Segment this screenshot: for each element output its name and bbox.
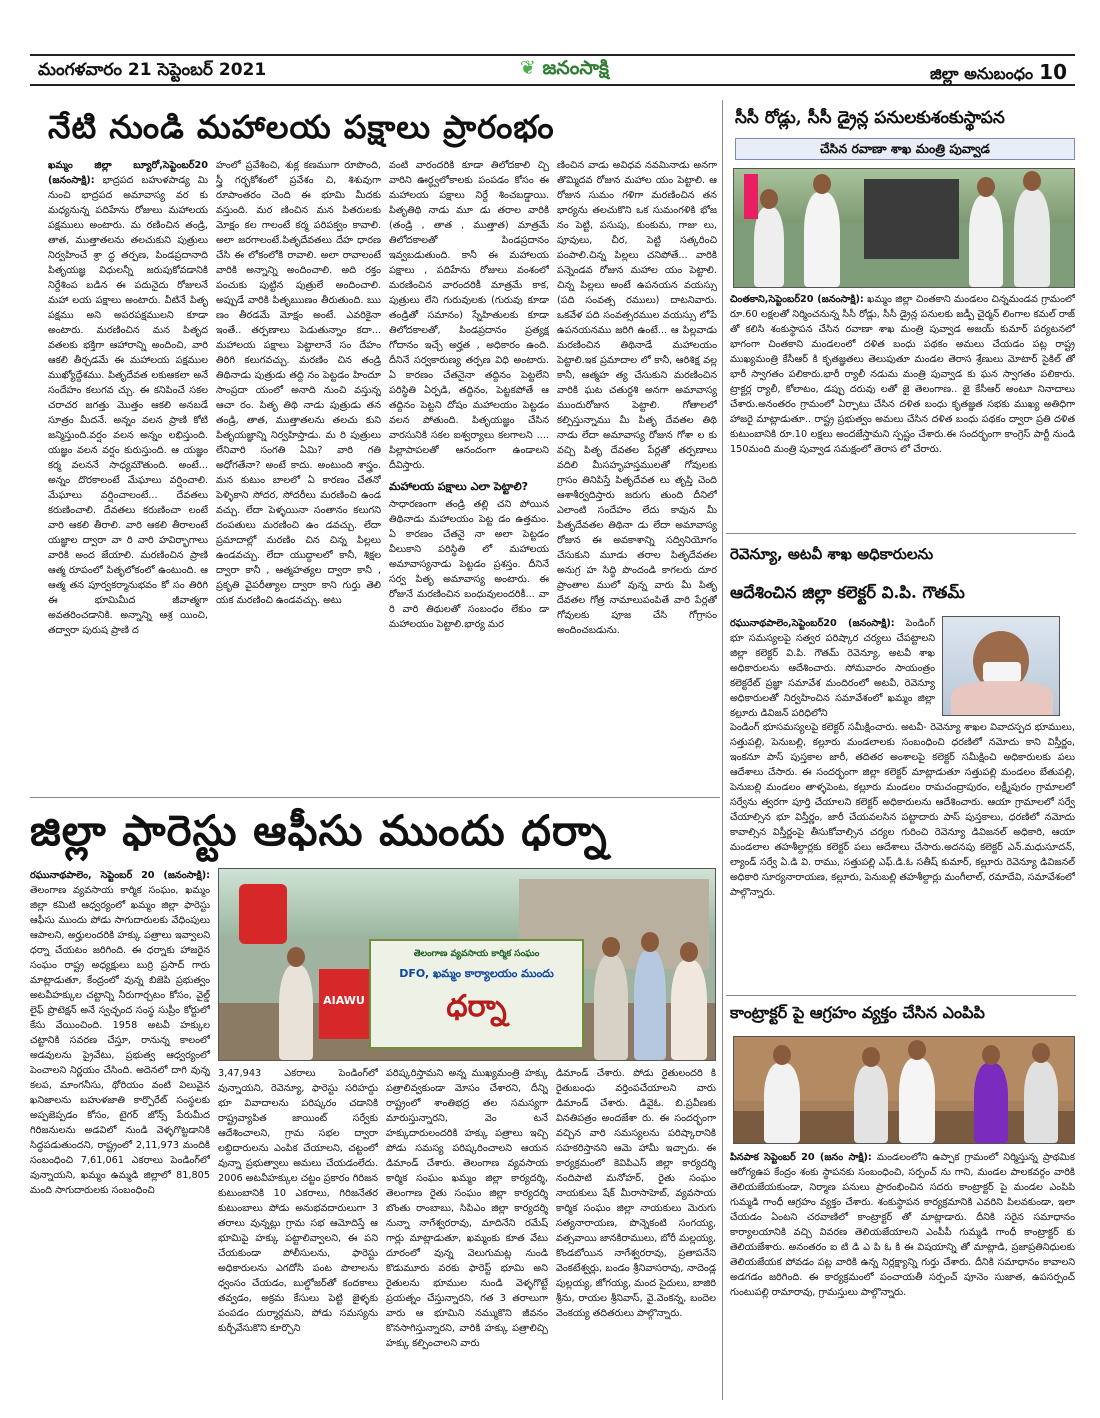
dateline: పినపాక సెప్టెంబర్ 20 (జనం సాక్షి):: [730, 1152, 872, 1163]
leaf-icon: ❦: [520, 57, 536, 79]
headline-contractor: కాంట్రాక్టర్ పై ఆగ్రహం వ్యక్తం చేసిన ఎంపిపి: [730, 1003, 985, 1022]
mpp-photo: [733, 1036, 1075, 1144]
story4-body-top: రఘునాథపాలెం,సెప్టెంబర్20 (జనంసాక్షి): పెండింగ్ భూ సమస్యలపై సత్వర పరిష్కార చర్యలు చేపట్టాలని జిల్లా కలెక్టర్ వి.పి. గౌతమ్ రెవెన్యూ, అటవీ శాఖ అధికారులను ఆదేశించారు. సోమవారం సాయంత్రం కలెక్టరేట్ ప్రజ్ఞా సమావేశ మందిరంలో అటవీ, రెవెన్యూ అధికారులతో నిర్వహించిన సమావేశంలో ఖమ్మం జిల్లా కల్లూరు డివిజన్ పరిధిలోని: [730, 618, 935, 718]
story4-body: పెండింగ్ భూసమస్యలపై కలెక్టర్ సమీక్షించారు. అటవీ- రెవెన్యూ శాఖల వివాదస్పద భూములు, సత్తుపల్లి, పెనుబల్లి, కల్లూరు మండలాలకు సంబంధించి ధరణిలో నమోదు కాని విస్తీర్ణం, ఇంకనూ పాస్ పుస్తకాల జారీ, తదితర అంశాలపై కలెక్టర్ సమీక్షించి అధికారులకు పలు ఆదేశాలు చేసారు. ఈ సందర్భంగా జిల్లా కలెక్టర్ మాట్లాడుతూ సత్తుపల్లి మండలం బేతుపల్లి, పెనుబల్లి మండలం తాళ్ళపెంట, కల్లూరు మండలం రామచంద్రాపురం, లక్ష్మీపురం గ్రామాలలో సర్వేను త్వరగా పూర్తి చేయాలని కలెక్టర్ అధికారులను ఆదేశించారు. ఆయా గ్రామాలలో సర్వే చేయాల్సిన భూ విస్తీర్ణం, జారీ చేయవలసిన పట్టాదారు పాస్ పుస్తకాలు, ధరణిలో నమోదు కావాల్సిన విస్తీర్ణంపై తీసుకోవాల్సిన చర్యల గురించి రెవెన్యూ డివిజనల్ అధికారి, ఆయా మండలాల తహశీల్దార్లకు కలెక్టర్ పలు ఆదేశాలు చేసారు.అదనపు కలెక్టర్ ఎన్.మధుసూదన్, ల్యాండ్ సర్వే ఏ.డి వి. రాము, సత్తుపల్లి ఎఫ్.డి.ఓ సతీష్ కుమార్, కల్లూరు రెవెన్యూ డివిజనల్ అధికారి సూర్యనారాయణ, కల్లూరు, పెనుబల్లి తహశీల్దార్లు మంగీలాల్, రమాదేవి, సమావేశంలో పాల్గొన్నారు.: [730, 722, 1075, 898]
page-header: [30, 54, 1075, 86]
red-flag: [239, 884, 287, 944]
dateline: ఖమ్మం జిల్లా బ్యూరో,సెప్టెంబర్20 (జనంసాక్షి):: [48, 160, 208, 186]
page-number: 10: [1039, 60, 1067, 84]
story1-column-3: వంటి వారందరికి కూడా తిలోదకాలి చ్చి వారిని ఊర్ధ్వలోకాలకు పంపడం కోసం ఈ మహాలయ పక్షాలు నిర్దే శించబడ్డాయి. పితృతిథి నాడు మూ డు తరాల వారికి (తండ్రి , తాత , ముత్తాత) మాత్రమే తిలోదకాలతో పిండప్రదానం ఇవ్వబడుతుంది. కానీ ఈ మహాలయ పక్షాలు , పదిహేను రోజులు వంశంలో మరణించిన వారందరికీ మాత్రమే కాక, పుత్రులు లేని గురువులకు (గురువు కూడా తండ్రితో సమానం) స్నేహితులకు కూడా తిలోదకాలతో, పిండప్రదానం ప్రత్యక్ష గోదానం ఇచ్చే అర్హత , అధికారం ఉంది. దీనినే సర్వకారుణ్య తర్పణ విధి అంటారు. ఏ కారణం చేతనైనా తద్దినం పెట్టలేని పరిస్థితి ఏర్పడి, తద్దినం, పెట్టకపోతే ఆ తద్దినం పెట్టని దోషం మహాలయం పెట్టడం వలన పోతుంది. పితృయజ్ఞం చేసిన వారసునికి సకల ఐశ్వర్యాలు కలగాలని .... పిల్లాపాపలతో ఆనందంగా ఉండాలని దీవిస్తారు. మహాలయ పక్షాలు ఎలా పెట్టాలి? సాధారణంగా తండ్రి తల్లి చని పోయిన తిథినాడు మహాలయం పెట్ట డం ఉత్తమం. ఏ కారణం చేతనై నా అలా పెట్టడం వీలుకాని పరిస్థితి లో మహాలయ అమావాస్యనాడు పెట్టడం ప్రశస్తం. దీనినే సర్వ పితృ అమావాస్య అంటారు. ఈ రోజునే మరణించిన బంధువులందరికీ... వా రి వారి తిథులతో సంబంధం లేకుం డా మహాలయం పెట్టాలి.భార్య మర: [389, 160, 549, 630]
subheadline-minister: చేసిన రవాణా శాఖ మంత్రి పువ్వాడ: [735, 138, 1075, 160]
headline-revenue-forest: రెవెన్యూ, అటవీ శాఖ అధికారులను: [730, 545, 934, 563]
foundation-plaque: [864, 179, 959, 259]
section-rule: [30, 797, 720, 798]
headline-cc-roads: సీసీ రోడ్లు, సీసీ డ్రైన్ల పనులకుశంకుస్థాపన: [735, 108, 1005, 128]
protester: [279, 965, 313, 1060]
protest-banner: తెలంగాణ వ్యవసాయ కార్మిక సంఘం DFO, ఖమ్మం కార్యాలయం ముందు ధర్నా: [369, 939, 584, 1049]
protester: [594, 955, 628, 1060]
subheading: మహాలయ పక్షాలు ఎలా పెట్టాలి?: [389, 480, 529, 493]
column-rule: [722, 100, 723, 1400]
mask: [983, 662, 1021, 682]
section-rule: [726, 995, 1076, 996]
story5-body: పినపాక సెప్టెంబర్ 20 (జనం సాక్షి): మండలంలోని ఉప్పాక గ్రామంలో నిర్మిస్తున్న ప్రాథమిక ఆరోగ్యఉప కేంద్రం శంకు స్థాపనకు సంబంధించి, సర్పంచ్ ను గాని, మండల పాలకవర్గం వారికి తెలియజేయకుండా, నిర్మాణ పనులు ప్రారంభించిన సదరు కాంట్రాక్టర్ పై మండల ఎంపిపి గుమ్మడి గాంధీ ఆగ్రహం వ్యక్తం చేశారు. శంకుస్థాపన కార్యక్రమానికి ఎవరిని పిలవకుండా, ఇలా చేయడం ఏంటని చరవాణిలో కాంట్రాక్టర్ తో మాట్లాడారు. దీనికి సరైన సమాధానం కార్యాలయానికి వచ్చి వివరణ తెలియజేయాలని ఎంపీపీ గుమ్మడి గాంధీ కాంట్రాక్టర్ కు తెలియజేశారు. అనంతరం ఐ టి డి ఎ పి ఓ కి ఈ విషయాన్ని తో మాట్లాడి, ప్రజాప్రతినిధులకు తెలియజేయక పోవడం పట్ల వారికి ఉన్న నిర్లక్ష్యాన్ని గుర్తు చేశారు. దీనికి సమాధానం కావాలని అడగడం జరిగింది. ఈ కార్యక్రమంలో పంచాయతీ సర్పంచ్ పూనెం సుజాత, ఉపసర్పంచ్ గుంటుపల్లి రామారావు, గ్రామస్తులు పాల్గొన్నారు.: [730, 1152, 1075, 1298]
foundation-stone-photo: [733, 168, 1075, 288]
story2-column-3: పరిష్కరిస్తామని అన్న ముఖ్యమంత్రి హక్కు పత్రాలివ్వకుండా మోసం చేశారని, దీన్ని రాష్ట్రంలో శాంతిభద్ర తల సమస్యగా మారుస్తున్నారని, వెం టనే హక్కుదారులందరికి హక్కు పత్రాలు ఇచ్చి పోడు సమస్య పరిష్కరించాలని ఆయన డిమాండ్ చేశారు. తెలంగాణ వ్యవసాయ కార్మిక సంఘం ఖమ్మం జిల్లా కార్యదర్శి, తెలంగాణ రైతు సంఘం జిల్లా కార్యదర్శి బొంతు రాంబాబు, సిపిఎం జిల్లా కార్యదర్శి నున్నా నాగేశ్వరరావు, మాదినేని రమేష్ గార్లు మాట్లాడుతూ, ఖమ్మంకు కూత వేటు దూరంలో వున్న వెలుగుమట్ల నుండి కొడుమూరు వరకు ఫారెస్ట్ భూమి అని రైతులను భూముల నుండి వెళ్ళగొట్టే ప్రయత్నం చేస్తున్నారని, గత 3 తరాలుగా వారు ఆ భూమిని నమ్ముకొని జీవనం కొనసాగిస్తున్నారని, వారికి హక్కు పత్రాలిచ్చి హక్కు కల్పించాలని వారు: [386, 1068, 548, 1349]
dateline: రఘునాథపాలెం,సెప్టెంబర్20 (జనంసాక్షి):: [730, 618, 895, 629]
collector-photo: [942, 616, 1060, 716]
story1-column-1: ఖమ్మం జిల్లా బ్యూరో,సెప్టెంబర్20 (జనంసాక్షి): భాద్రపద బహుళపాడ్య మి నుంచి భాద్రపద అమావాస్య వర కు మధ్యనున్న పదిహేను రోజులు మహాలయ పక్షములు అంటారు. మ రణించిన తండ్రి, తాత, ముత్తాతలను తలచుకుని పుత్రులు నిర్వహించే శ్రా ద్ధ తర్పణ, పిండప్రదానాది పితృయజ్ఞ విధులన్నీ జరుపుకోవడానికి నిర్దేశింప బడిన ఈ పదునైదు రోజులనే మహా లయ పక్షాలు అంటారు. వీటినే పితృ పక్షము అని అపరపక్షములని కూడా అంటారు. మరణించిన మన పితృద వతలకు భక్తిగా ఆహారాన్ని అందించి, వారి ఆకలి తీర్చడమే ఈ మహాలయ పక్షముల ముఖ్యోద్దేశము. పితృదేవత లకుఆకలా అనే సందేహం కలుగవ చ్చు. ఈ కనిపించే సకల చరాచర జగత్తు మొత్తం ఆకలి అనబడే సూత్రం మీదనే. అన్నం వలన ప్రాణి కోటి జన్మిస్తుంది.వర్షం వలన అన్నం లభిస్తుంది. యజ్ఞం వలన వర్షం కురుస్తుంది. ఆ యజ్ఞం కర్మ వలననే సాధ్యమౌతుంది. అంటే... అన్నం దొరకాలంటే మేఘాలు వర్షించాలి. మేఘాలు వర్షించాలంటే... దేవతలు కరుణించాలి. దేవతలు కరుణించా లంటే వారి ఆకలి తీరాలి. వారి ఆకలి తీరాలంటే యజ్ఞాల ద్వారా వా రి వారి హవిర్భాగాలు వారికి అంద జేయాలి. మరణించిన ప్రాణి ఆత్మ రూపంలో పితృలోకంలో ఉంటుంది. ఆ ఆత్మ తన పూర్వకర్మానుభవం కో సం తిరిగి ఈ భూమిమీద జీవాత్మగా అవతరించడానికి. అన్నాన్ని ఆశ్ర యించి, తద్వారా పురుష ప్రాణి ద: [48, 160, 208, 636]
story2-column-2: 3,47,943 ఎకరాలు పెండింగ్‌లో వున్నాయని, రెవెన్యూ, ఫారెస్టు సరిహద్దు భూ వివాదాలను పరిష్కరం చడానికి రాష్ట్రవ్యాపిత జాయింట్ సర్వేకు ఆదేశించాలని, గ్రామ సభల ద్వారా లబ్దిదారులను ఎంపిక చేయాలని, చట్టంలో వున్నా ప్రభుత్వాలు అమలు చేయడంలేదు. 2006 అటవీహక్కుల చట్టం ప్రకారం గిరిజన కుటుంబానికి 10 ఎకరాలు, గిరిజనేతర కుటుంబాలు పోడు అనుభవదారులుగా 3 తరాలు వున్నట్లు గ్రామ సభ ఆమోదిస్తే ఆ భూమిపై హక్కు పట్టాలివ్వాలని, ఈ పని చేయకుండా పోలీసులను, ఫారెస్టు అధికారులను ఎగదోసి పంట పొలాలను ధ్వంసం చేయడం, బుల్డోజర్‌తో కందకాలు తవ్వడం, అక్రమ కేసులు పెట్టి జైళ్ళకు పంపడం దుర్మార్గమని, పోడు సమస్యను కుర్చీవేసుకొని కూర్చొని: [218, 1068, 378, 1334]
issue-date: మంగళవారం 21 సెప్టెంబర్ 2021: [38, 60, 267, 80]
section-rule: [726, 533, 1076, 534]
headline-mahalaya: నేటి నుండి మహాలయ పక్షాలు ప్రారంభం: [48, 108, 555, 146]
headline-forest-dharna: జిల్లా ఫారెస్టు ఆఫీసు ముందు ధర్నా: [30, 806, 608, 855]
story1-column-2: హంలో ప్రవేశించి, శుక్ల కణముగా రూపొంది, స్త్రీ గర్భకోశంలో ప్రవేశం చి, శిశువుగా రూపాంతరం చెంది ఈ భూమి మీదకు వస్తుంది. మర ణించిన మన పితరులకు మోక్షం కల గాలంటే కర్మ పరిపక్వం కావాలి. అలా జరగాలంటే.పితృదేవతలు దేహ ధారణ చేసి ఈ లోకంలోకి రావాలి. అలా రావాలంటే వారికి అన్నాన్ని అందించాలి. అది రక్తం పంచుకు పుట్టిన పుత్రులే అందించాలి. అప్పుడే వారికి పితృఋణం తీరుతుంది. ఋ ణం తీరడమే మోక్షం అంటే. ఎవరికైనా ఇంతే.. తర్పణాలు పెడుతున్నాం కదా... మహాలయ పక్షాలు పెట్టాలానే సం దేహం తిరిగి కలుగవచ్చు. మరణిం చిన తండ్రి తిథినాడు పుత్రుడు తద్ది నం పెట్టడం హిందూ సాంప్రదా యంలో అనాది నుంచి వస్తున్న ఆచా రం. పితృ తిథి నాడు పుత్రుడు తన తండ్రి, తాత, ముత్తాతలను తలచు కుని పితృయజ్ఞాన్ని నిర్వహిస్తాడు. మ రి పుత్రులు లేనివారి సంగతి ఏమి? వారి గతి అధోగతేనా? అంటే కాదు. అంటుంది శాస్త్రం. మన కుటుం బాలలో ఏ కారణం చేతనో పెళ్ళికాని సోదర, సోదరీలు మరణించి ఉండ వచ్చు. లేదా పెళ్ళయినా సంతానం కలుగని దంపతులు మరణించి ఉం డవచ్చు. లేదా ప్రమాదాల్లో మరణిం చిన చిన్న పిల్లలు ఉండవచ్చు. లేదా యుద్ధాలలో కానీ, శిక్షల ద్వారా కానీ , ఆత్మహత్యల ద్వారా కానీ , ప్రకృతి వైపరీత్యాల ద్వారా కాని గుర్తు తెలి యక మరణించి ఉండవచ్చు. అటు: [216, 160, 381, 606]
headline-collector: ఆదేశించిన జిల్లా కలెక్టర్ వి.పి. గౌతమ్: [730, 583, 965, 602]
page-section: జిల్లా అనుబంధం 10: [930, 60, 1067, 84]
story1-column-4: ణించిన వాడు అవిధవ నవమినాడు అనగా తొమ్మిదవ రోజున మహాల యం పెట్టాలి. ఆ రోజున సుమం గళిగా మరణించిన తన భార్యను తలచుకొని ఒక సుమంగళికి భోజ నం పెట్టి, పసుపు, కుంకుమ, గాజు లు, పూవులు, చీర, పెట్టి సత్కరించి పంపాలి.చిన్న పిల్లలు చనిపోతే... వారికి పన్నెండవ రోజున మహాల యం పెట్టాలి. చిన్న పిల్లలు అంటే ఉపనయన వయస్సు (పది సంవత్స రములు) దాటనివారు. ఒకవేళ పది సంవత్సరముల వయస్సు లోపే ఉపనయనము జరిగి ఉంటే... ఆ పిల్లవాడు మరణించిన తిథినాడే మహాలయం పెట్టాలి.ఇక ప్రమాదాల లో కానీ, ఆరిశిక్ష వల్ల కానీ, ఆత్మహ త్య చేసుకుని మరణించిన వారికి ఘట చతుర్దశి అనగా అమావాస్య ముందురోజున పెట్టాలి. గోతాలలో కల్పిస్తున్నాము మీ పితృ దేవతల తిథి నాడు లేదా అమావాస్య రోజున గోశా ల కు వచ్చి పితృ దేవతల పేర్లతో తర్పణాలు వదిలి మీసహృహస్తములతో గోవులకు గ్రాసం తినిపిస్తే పితృదేవత లు తృప్తి చెంది ఆశాశీర్వదిస్తారు జరుగు తుంది దీనిలో ఎలాంటి సందేహం లేదు కావున మీ పితృదేవతల తిథినా డు లేదా అమావాస్య రోజున ఈ అవకాశాన్ని సద్వినియోగం చేసుకుని మూడు తరాల పితృదేవతల అనుగ్ర హ సిద్ధి పొందండి కాగలరు దూర ప్రాంతాల ములో వున్న వారు మీ పితృ దేవతల గోత్ర నామాలుపంపితే వారి పేర్లతో గోవులకు పూజ చేసి గోగ్రాసం అందించబడును.: [557, 160, 717, 636]
aiawu-flag: AIAWU: [319, 969, 369, 1039]
story3-body: చింతకాని,సెప్టెంబర్20 (జనంసాక్షి): ఖమ్మం జిల్లా చింతకాని మండలం చిన్నమండవ గ్రామంలో రూ.60 లక్షలతో నిర్మించనున్న సీసీ రోడ్లు, సీసీ డ్రైన్ల పనులకు జడ్పీ చైర్మన్ లింగాల కమల్ రాజ్ తో కలిసి శంకుస్థాపన చేసిన రవాణా శాఖ మంత్రి పువ్వాడ అజయ్ కుమార్ పర్యటనలో భాగంగా చింతకాని మండలంలో దళిత బంధు పథకం అమలు చేయడం పట్ల రాష్ట్ర ముఖ్యమంత్రి కేసీఆర్ కి కృతజ్ఞతలు తెలుపుతూ మండల తెరాస శ్రేణులు మోటార్ సైకిల్ తో భారీ స్వాగతం పలికారు.భారీ ర్యాలీ నడుమ మంత్రి పువ్వాడ కు ఘన స్వాగతం పలికారు. ట్రాక్టర్ల ర్యాలీ, కోలాటం, డప్పు దరువు లతో జై తెలంగాణ.. జై కేసీఆర్ అంటూ నినాదాలు చేశారు.అనంతరం గ్రామంలో ఏర్పాటు చేసిన దళిత బంధు కృతజ్ఞత సభకు ముఖ్య అతిధిగా హాజరై మాట్లాడుతూ.. రాష్ట్ర ప్రభుత్వం అమలు చేసిన దళిత బంధు పథకం ద్వారా ప్రతి దళిత కుటుంబానికి రూ.10 లక్షలు అందజేస్తామని స్పష్టం చేశారు.ఈ సందర్భంగా కాంగ్రెస్ పార్టీ నుండి 150మంది మంత్రి పువ్వాడ సమక్షంలో తెరాస లో చేరారు.: [730, 294, 1075, 455]
dateline: చింతకాని,సెప్టెంబర్20 (జనంసాక్షి):: [730, 294, 864, 305]
protester: [634, 950, 666, 1060]
masthead-logo: ❦ జనంసాక్షి: [520, 57, 609, 79]
story2-column-4: డిమాండ్ చేశారు. పోడు రైతులందరి కి రైతుబంధు వర్తింపచేయాలని వారు డిమాండ్ చేశారు. డివైఓ. బి.ప్రవీణకు వినతిపత్రం అందజేశా రు. ఈ సందర్భంగా వచ్చిన వారి సమస్యలను పరిష్కారానికి సహకరిస్తానని ఆమె హామీ ఇచ్చారు. ఈ కార్యక్రమంలో కెవిపిఎస్ జిల్లా కార్యదర్శి నందిపాటి మనోహర్, రైతు సంఘం నాయకులు షేక్ మీరాసాహెబ్, వ్యవసాయ కార్మిక సంఘం జిల్లా నాయకులు మెరుగు సత్యనారాయణ, పొన్నెకంటి సంగయ్య, వత్సవాయి జానకిరాములు, బోరీ మల్లయ్య, కొండబోయిన నాగేశ్వరరావు, ప్రతాపనేని వెంకటేశ్వర్లు, బండం శ్రీనివాసరావు, నాదెండ్ల పుల్లయ్య, జోగయ్య, మంద సైదులు, బాజిరి శ్రీను, రాయల శ్రీనివాస్, వై.వెంకన్న, బందెల వెంకయ్య తదితరులు పాల్గొన్నారు.: [556, 1068, 716, 1319]
protester: [671, 960, 707, 1060]
dharna-photo: [218, 868, 716, 1061]
story2-column-1: రఘునాథపాలెం, సెప్టెంబర్ 20 (జనంసాక్షి): తెలంగాణ వ్యవసాయ కార్మిక సంఘం, ఖమ్మం జిల్లా కమిటి ఆధ్వర్యంలో ఖమ్మం జిల్లా ఫారెస్టు ఆఫీసు ముందు పోడు సాగుదారులకు వేధింపులు ఆపాలని, అర్హులందరికి హక్కు పత్రాలు ఇవ్వాలని ధర్నా చేయటం జరిగింది. ఈ ధర్నాకు హాజరైన సంఘం రాష్ట్ర అధ్యక్షులు బుర్రి ప్రసాద్ గారు మాట్లాడుతూ, కేంద్రంలో వున్న బిజెపి ప్రభుత్వం అటవీహక్కుల చట్టాన్ని నీరుగార్చటం కోసం, వైల్డ్ లైఫ్ ప్రొటెక్షన్ అనే స్వచ్ఛంద సంస్థ సుప్రీం కోర్టులో కేసు వేయించింది. 1958 అటవీ హక్కుల చట్టానికి సవరణ చేస్తూ, రానున్న కాలంలో అడవులను ప్రైవేటు, ప్రభుత్వ ఆధ్వర్యంలో పెంచాలని నిర్ణయం చేసింది. అదెనలో దాగి వున్న కలప, మాంగనీసు, థోరియం వంటి విలువైన ఖనిజాలను బహుళజాతి కార్పొరేట్ సంస్థలకు అప్పజెప్పడం కోసం, టైగర్ జోన్స్ పేరుమీద గిరిజనులను అడవిలో నుండి వెళ్ళగొట్టడానికి సిద్ధపడుతుందని, రాష్ట్రంలో 2,11,973 మందికి సంబంధించి 7,61,061 ఎకరాలు పెండింగ్‌లో వున్నాయని, ఖమ్మం ఉమ్మడి జిల్లాలో 81,805 మంది సాగుదారులకు సంబంధించి: [30, 870, 210, 1196]
dateline: రఘునాథపాలెం, సెప్టెంబర్ 20 (జనంసాక్షి):: [30, 870, 210, 881]
